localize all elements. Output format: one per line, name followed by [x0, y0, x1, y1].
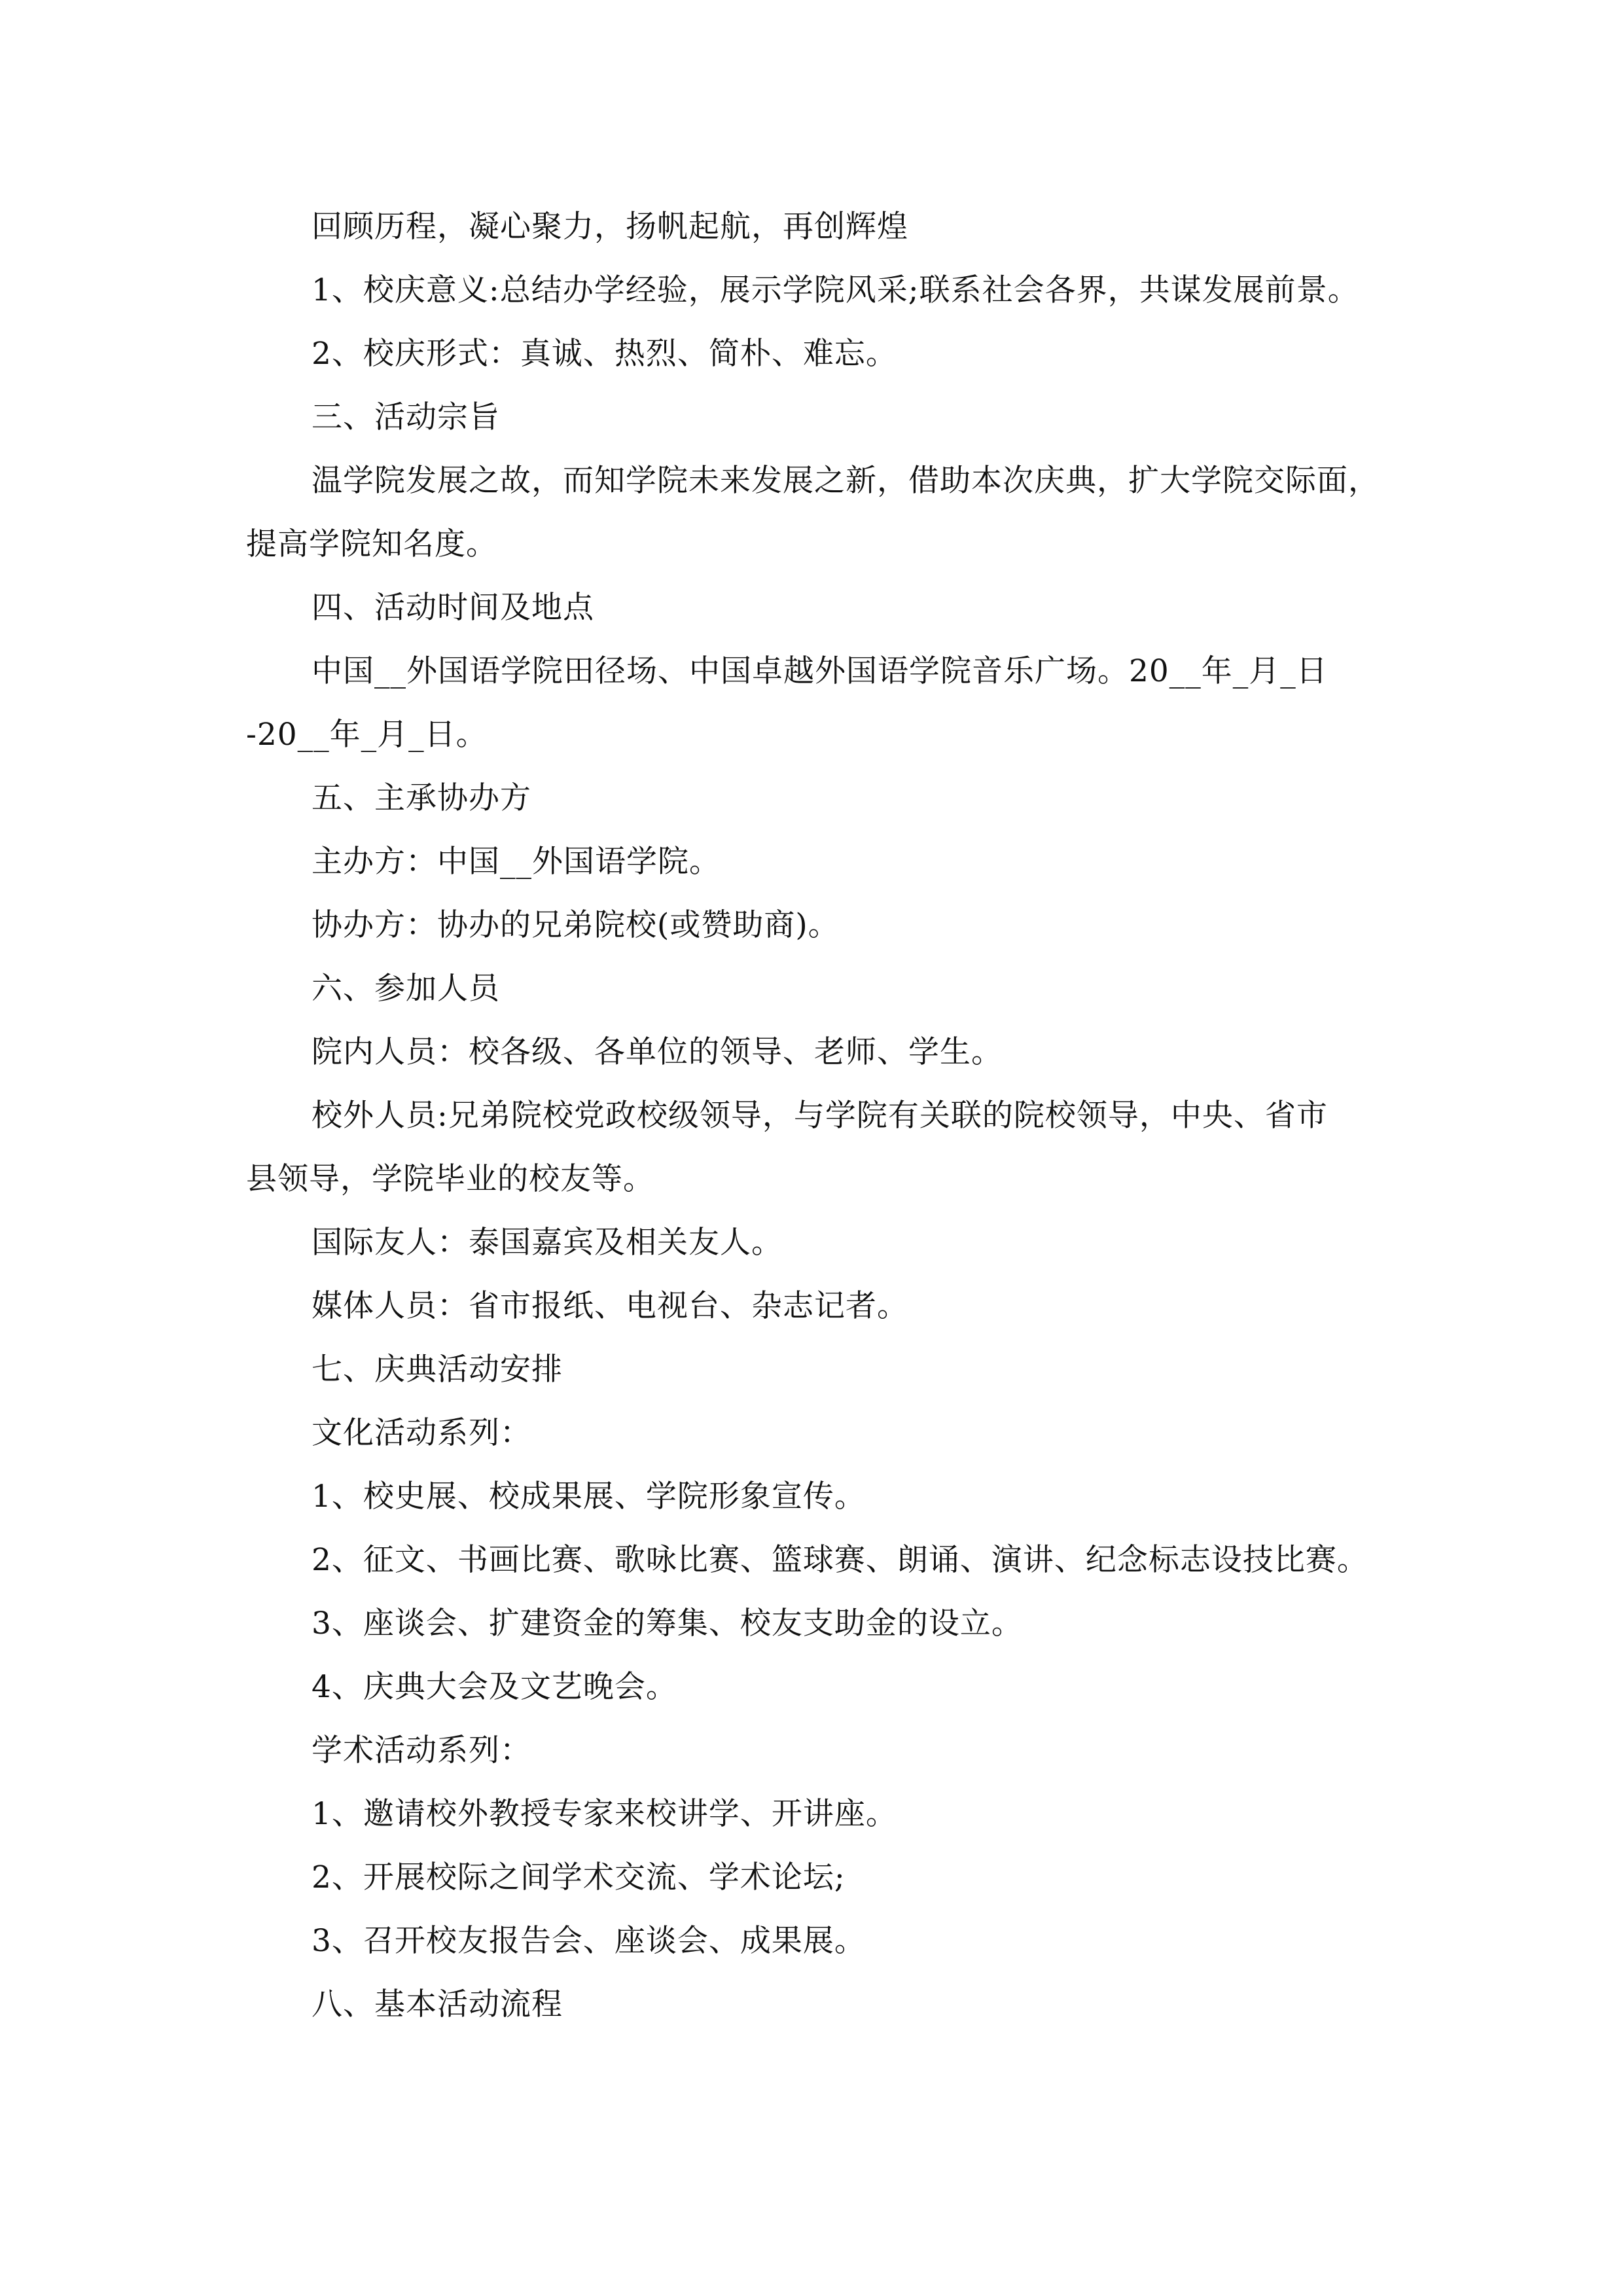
section-heading: 四、活动时间及地点	[312, 590, 594, 626]
text-line: 主办方：中国__外国语学院。	[312, 844, 721, 880]
text-line: 文化活动系列：	[312, 1415, 531, 1451]
text-line: -20__年_月_日。	[246, 717, 488, 753]
section-heading: 六、参加人员	[312, 971, 500, 1007]
text-line: 2、征文、书画比赛、歌咏比赛、篮球赛、朗诵、演讲、纪念标志设技比赛。	[312, 1542, 1368, 1578]
section-heading: 八、基本活动流程	[312, 1986, 563, 2022]
text-line: 协办方：协办的兄弟院校(或赞助商)。	[312, 907, 840, 943]
text-line: 院内人员：校各级、各单位的领导、老师、学生。	[312, 1034, 1003, 1070]
text-line: 2、开展校际之间学术交流、学术论坛;	[312, 1859, 846, 1895]
text-line: 中国__外国语学院田径场、中国卓越外国语学院音乐广场。20__年_月_日	[312, 653, 1328, 689]
text-line: 县领导，学院毕业的校友等。	[246, 1161, 654, 1197]
text-line: 媒体人员：省市报纸、电视台、杂志记者。	[312, 1288, 908, 1324]
text-line: 2、校庆形式：真诚、热烈、简朴、难忘。	[312, 336, 897, 372]
text-line: 1、校庆意义:总结办学经验，展示学院风采;联系社会各界，共谋发展前景。	[312, 272, 1359, 308]
text-line: 校外人员:兄弟院校党政校级领导，与学院有关联的院校领导，中央、省市	[312, 1098, 1328, 1134]
text-line: 4、庆典大会及文艺晚会。	[312, 1669, 677, 1705]
text-line: 温学院发展之故，而知学院未来发展之新，借助本次庆典，扩大学院交际面，	[312, 463, 1380, 499]
text-line: 学术活动系列：	[312, 1732, 531, 1768]
text-line: 回顾历程，凝心聚力，扬帆起航，再创辉煌	[312, 209, 908, 245]
text-line: 1、校史展、校成果展、学院形象宣传。	[312, 1479, 866, 1515]
text-line: 提高学院知名度。	[246, 526, 497, 562]
text-line: 1、邀请校外教授专家来校讲学、开讲座。	[312, 1796, 897, 1832]
section-heading: 三、活动宗旨	[312, 399, 500, 435]
text-line: 国际友人：泰国嘉宾及相关友人。	[312, 1225, 783, 1261]
text-line: 3、座谈会、扩建资金的筹集、校友支助金的设立。	[312, 1605, 1023, 1641]
text-line: 3、召开校友报告会、座谈会、成果展。	[312, 1923, 866, 1959]
section-heading: 七、庆典活动安排	[312, 1352, 563, 1388]
section-heading: 五、主承协办方	[312, 780, 531, 816]
